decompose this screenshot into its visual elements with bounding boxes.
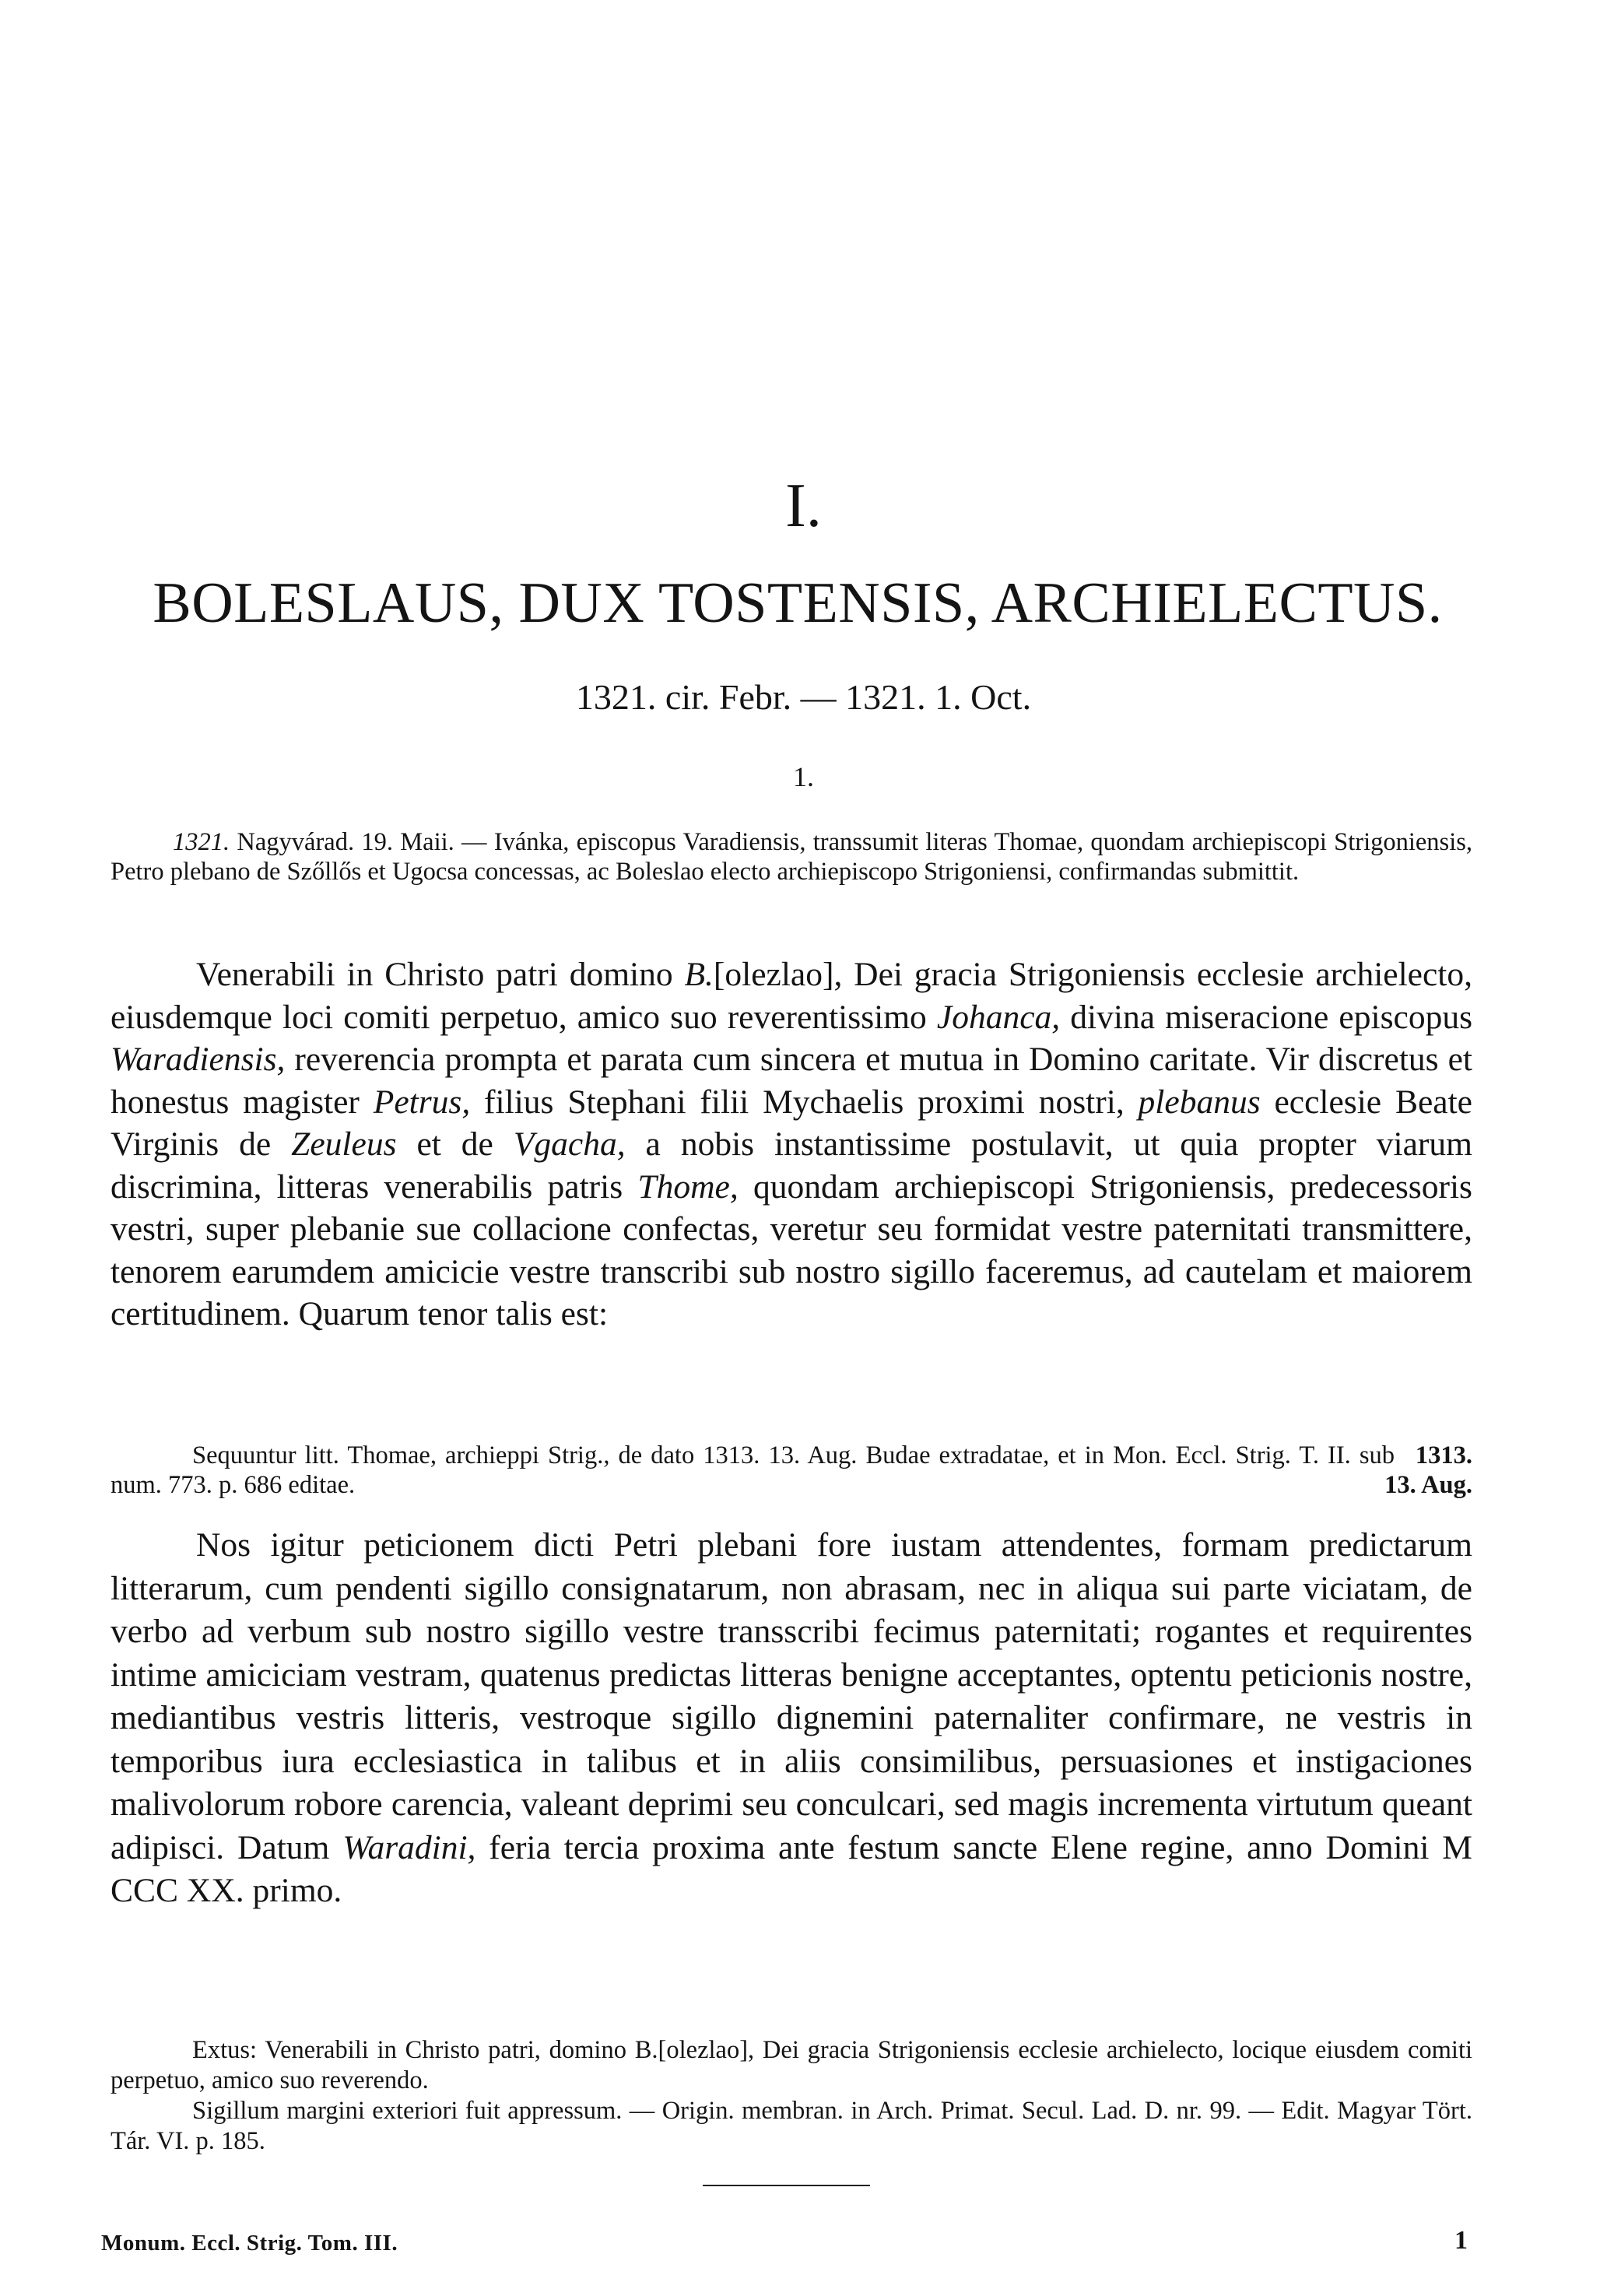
archival-notes xyxy=(111,2035,1472,2157)
text-run: feria tercia proxima ante festum sancte Elene regine, anno Domini M CCC XX. primo. xyxy=(111,1828,1472,1909)
extus-note xyxy=(111,2035,1472,2096)
text-run: filius Stephani filii Mychaelis proximi nostri, xyxy=(470,1083,1139,1121)
italic-run: Petrus, xyxy=(373,1083,471,1121)
text-run: quondam archiepiscopi Strigoniensis, predecessoris vestri, super plebanie sue collacione confectas, veretur seu formidat vestre paternitati transmittere, tenorem earumdem amicicie vestre transcribi sub nostro sigillo faceremus, ad cautelam et maiorem certitudinem. Quarum tenor talis est: xyxy=(111,1167,1472,1332)
regest-year: 1321. xyxy=(173,828,230,856)
italic-run: Waradiensis, xyxy=(111,1041,286,1078)
separator-rule xyxy=(703,2185,870,2186)
extus-text: Extus: Venerabili in Christo patri, domino B.[olezlao], Dei gracia Strigoniensis ecclesie archielecto, locique eiusdem comiti perpetuo, amico suo reverendo. xyxy=(111,2036,1472,2094)
section-date-range: 1321. cir. Febr. — 1321. 1. Oct. xyxy=(575,677,1032,717)
sigillum-text: Sigillum margini exteriori fuit appressum. — Origin. membran. in Arch. Primat. Secul. Lad. D. nr. 99. — Edit. Magyar Tört. Tár. VI. p. 185. xyxy=(111,2097,1472,2155)
regest-text: Nagyvárad. 19. Maii. — Ivánka, episcopus Varadiensis, transsumit literas Thomae, quondam archiepiscopi Strigoniensis, Petro plebano de Szőllős et Ugocsa concessas, ac Boleslao electo archiepiscopo Strigoniensi, confirmandas submittit. xyxy=(111,828,1473,886)
margin-date xyxy=(1331,1441,1472,1500)
text-run: reverencia prompta et parata cum sincera et mutua in Domino caritate. Vir discretus et honestus magister xyxy=(111,1041,1472,1121)
text-run: Venerabili in Christo patri domino xyxy=(196,956,685,993)
charter-text-paragraph-2 xyxy=(111,1524,1472,1913)
text-run: [olezlao], Dei gracia Strigoniensis ecclesie archielecto, eiusdemque loci comiti perpetuo, amico suo reverentissimo xyxy=(111,956,1472,1036)
charter-text-paragraph-1 xyxy=(111,953,1472,1336)
margin-year: 1313. xyxy=(1415,1441,1472,1469)
text-run: Nos igitur peticionem dicti Petri plebani fore iustam attendentes, formam predictarum litterarum, cum pendenti sigillo consignatarum, non abrasam, nec in aliqua sui parte viciatam, de verbo ad verbum sub nostro sigillo vestre transscribi fecimus paternitati; rogantes et requirentes intime amiciciam vestram, quatenus predictas litteras benigne acceptantes, optentu peticionis nostre, mediantibus vestris litteris, vestroque sigillo dignemini paternaliter confirmare, ne vestris in temporibus iura ecclesiastica in talibus et in aliis consimilibus, persuasiones et instigaciones malivolorum robore carencia, valeant deprimi seu conculcari, sed magis incrementa virtutum queant adipisci. Datum xyxy=(111,1526,1472,1866)
document-number: 1. xyxy=(793,761,814,792)
italic-run: Vgacha, xyxy=(513,1125,626,1163)
sigillum-note xyxy=(111,2096,1472,2157)
italic-run: Thome, xyxy=(637,1167,739,1206)
italic-run: Johanca, xyxy=(936,998,1061,1036)
inserted-letter-note xyxy=(111,1441,1395,1500)
text-run: ecclesie Beate Virginis de xyxy=(111,1083,1472,1163)
italic-run: B. xyxy=(684,956,714,993)
page-number: 1 xyxy=(1454,2226,1468,2255)
note-text: Sequuntur litt. Thomae, archieppi Strig., de dato 1313. 13. Aug. Budae extradatae, et in Mon. Eccl. Strig. T. II. sub num. 773. p. 686 editae. xyxy=(111,1441,1395,1499)
section-title: BOLESLAUS, DUX TOSTENSIS, ARCHIELECTUS. xyxy=(153,571,1443,635)
margin-day: 13. Aug. xyxy=(1384,1471,1472,1499)
footer-signature: Monum. Eccl. Strig. Tom. III. xyxy=(101,2231,398,2256)
regest-summary xyxy=(111,827,1472,886)
text-run: et de xyxy=(396,1125,514,1163)
italic-run: Zeuleus xyxy=(291,1125,397,1163)
section-number: I. xyxy=(785,472,822,540)
italic-run: plebanus xyxy=(1138,1083,1261,1121)
italic-run: Waradini, xyxy=(342,1828,476,1866)
text-run: divina miseracione episcopus xyxy=(1060,998,1472,1036)
text-run: a nobis instantissime postulavit, ut quia propter viarum discrimina, litteras venerabilis patris xyxy=(111,1125,1473,1206)
